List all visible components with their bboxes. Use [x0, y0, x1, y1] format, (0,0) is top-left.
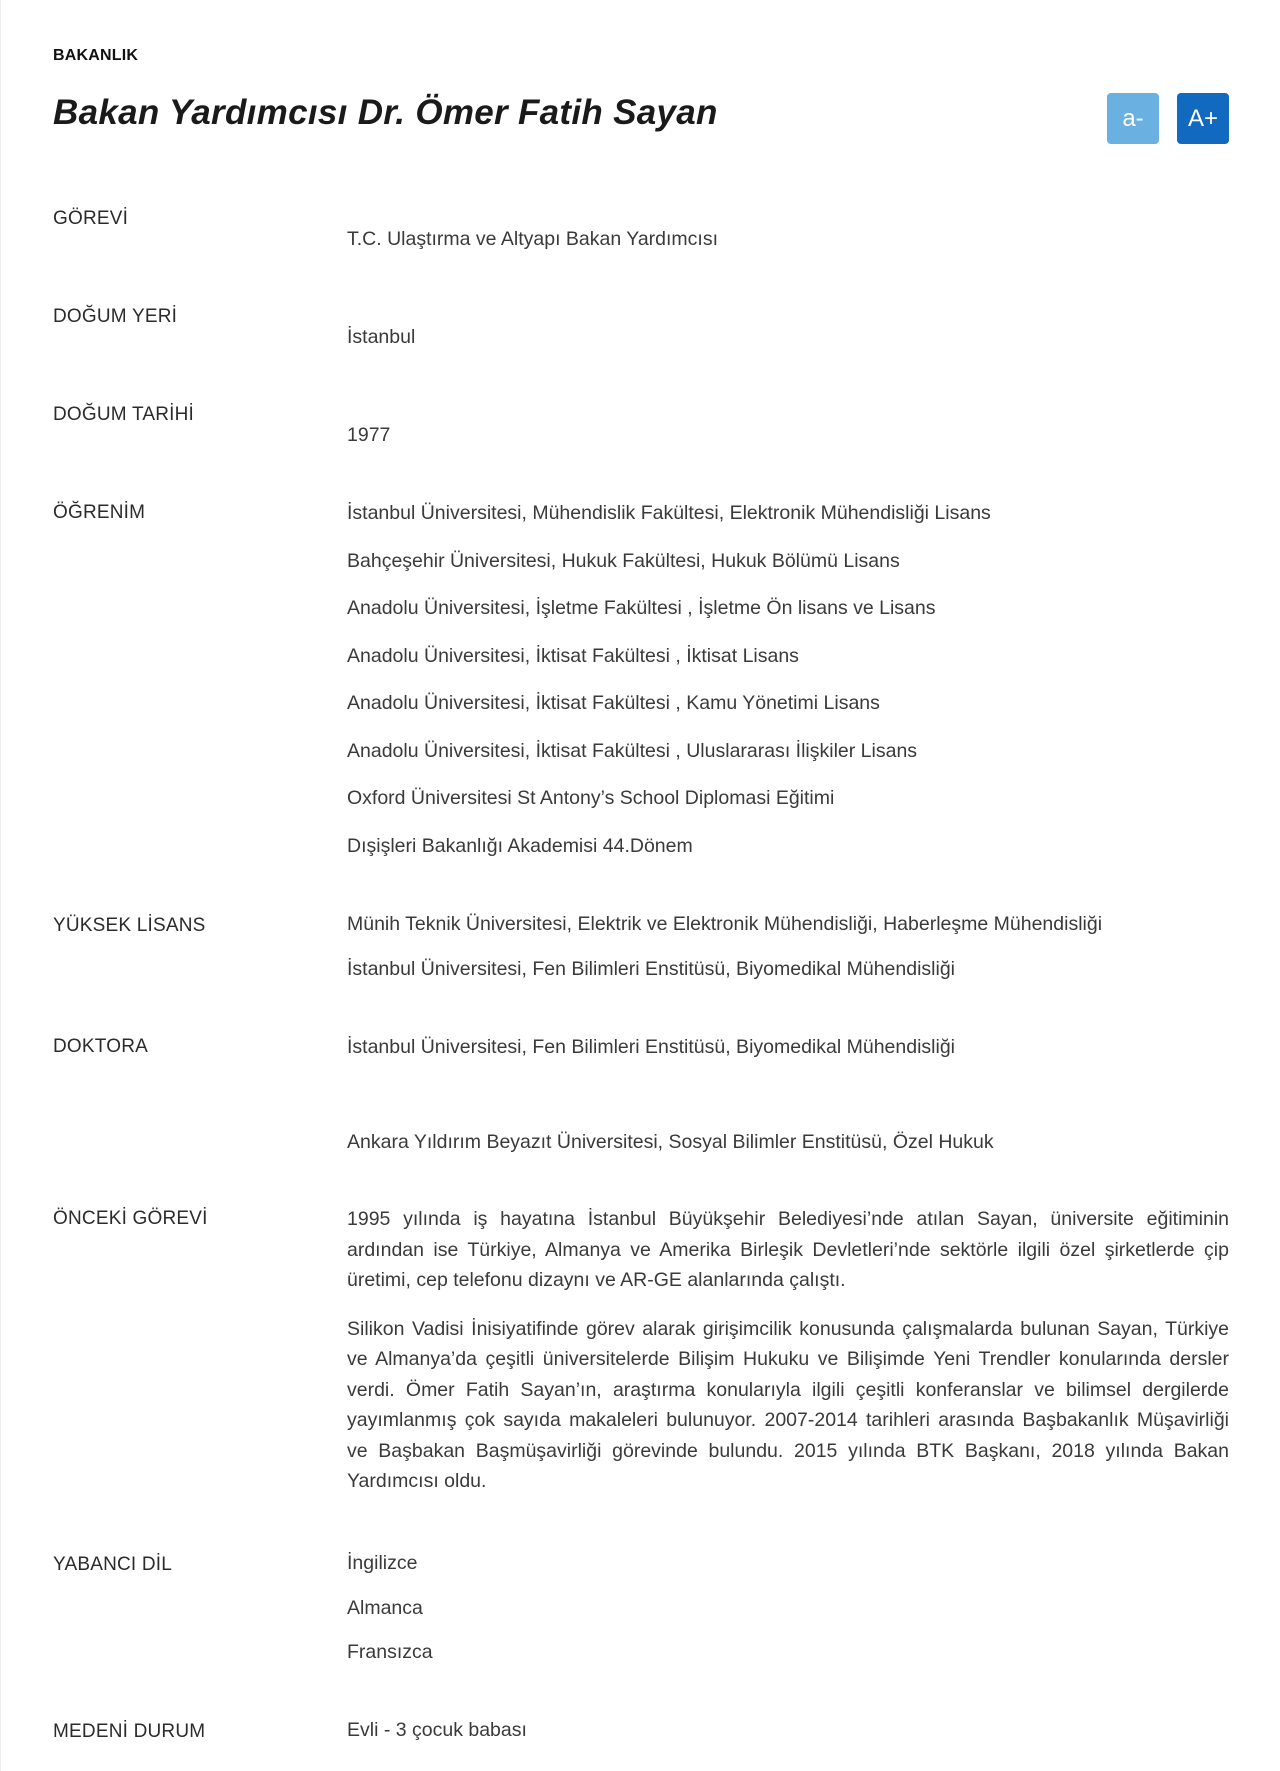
paragraph: Silikon Vadisi İnisiyatifinde görev alarak girişimcilik konusunda çalışmalarda bulunan Sayan, Türkiye ve Almanya’da çeşitli üniversitelerde Bilişim Hukuku ve Bilişimde Yeni Trendler konularında dersler verdi. Ömer Fatih Sayan’ın, araştırma konularıyla ilgili çeşitli konferanslar ve bilimsel dergilerde yayımlanmış çok sayıda makaleleri bulunuyor. 2007-2014 tarihleri arasında Başbakanlık Müşavirliği ve Başbakan Başmüşavirliği görevinde bulundu. 2015 yılında BTK Başkanı, 2018 yılında Bakan Yardımcısı oldu.: [347, 1317, 1229, 1492]
list-item: İstanbul Üniversitesi, Mühendislik Fakültesi, Elektronik Mühendisliği Lisans: [347, 502, 991, 524]
row-label: DOKTORA: [53, 1036, 149, 1057]
list-item: İngilizce: [347, 1552, 418, 1574]
list-item: Bahçeşehir Üniversitesi, Hukuk Fakültesi, Hukuk Bölümü Lisans: [347, 549, 900, 572]
row-value: 1977: [347, 424, 391, 446]
list-item: Münih Teknik Üniversitesi, Elektrik ve Elektronik Mühendisliği, Haberleşme Mühendisliği: [347, 913, 1103, 935]
row-label: MEDENİ DURUM: [53, 1721, 206, 1742]
list-item: Anadolu Üniversitesi, İktisat Fakültesi , Uluslararası İlişkiler Lisans: [347, 739, 918, 762]
row-value: Evli - 3 çocuk babası: [347, 1719, 527, 1741]
row-label: DOĞUM YERİ: [53, 306, 178, 327]
breadcrumb[interactable]: BAKANLIK: [53, 47, 139, 64]
doctorate-list: [347, 1036, 1229, 1178]
list-item: İstanbul Üniversitesi, Fen Bilimleri Enstitüsü, Biyomedikal Mühendisliği: [347, 957, 955, 980]
row-value: İstanbul: [347, 326, 416, 348]
row-label: ÖĞRENİM: [53, 502, 146, 523]
list-item: Anadolu Üniversitesi, İşletme Fakültesi , İşletme Ön lisans ve Lisans: [347, 597, 936, 619]
previous-roles-text: [347, 1204, 1229, 1515]
masters-list: [347, 913, 1229, 1002]
page-title: Bakan Yardımcısı Dr. Ömer Fatih Sayan: [53, 93, 718, 132]
font-increase-button[interactable]: A+: [1177, 93, 1229, 144]
row-label: GÖREVİ: [53, 208, 129, 229]
row-label: YABANCI DİL: [53, 1554, 173, 1575]
list-item: Anadolu Üniversitesi, İktisat Fakültesi , Kamu Yönetimi Lisans: [347, 692, 880, 714]
font-decrease-button[interactable]: a-: [1107, 93, 1159, 144]
education-list: [347, 502, 1229, 882]
list-item: Ankara Yıldırım Beyazıt Üniversitesi, Sosyal Bilimler Enstitüsü, Özel Hukuk: [347, 1130, 994, 1153]
list-item: Oxford Üniversitesi St Antony’s School Diplomasi Eğitimi: [347, 787, 835, 809]
paragraph: 1995 yılında iş hayatına İstanbul Büyükşehir Belediyesi’nde atılan Sayan, üniversite eğitiminin ardından ise Türkiye, Almanya ve Amerika Birleşik Devletleri’nde sektörle ilgili özel şirketlerde çip üretimi, cep telefonu dizaynı ve AR-GE alanlarında çalıştı.: [347, 1208, 1229, 1291]
list-item: Fransızca: [347, 1641, 433, 1663]
row-label: ÖNCEKİ GÖREVİ: [53, 1208, 208, 1229]
row-label: DOĞUM TARİHİ: [53, 404, 195, 425]
list-item: Almanca: [347, 1596, 423, 1619]
list-item: İstanbul Üniversitesi, Fen Bilimleri Enstitüsü, Biyomedikal Mühendisliği: [347, 1036, 955, 1058]
row-value: T.C. Ulaştırma ve Altyapı Bakan Yardımcısı: [347, 228, 718, 250]
list-item: Anadolu Üniversitesi, İktisat Fakültesi , İktisat Lisans: [347, 644, 799, 667]
list-item: Dışişleri Bakanlığı Akademisi 44.Dönem: [347, 834, 693, 857]
languages-list: [347, 1552, 1229, 1686]
row-label: YÜKSEK LİSANS: [53, 915, 206, 936]
